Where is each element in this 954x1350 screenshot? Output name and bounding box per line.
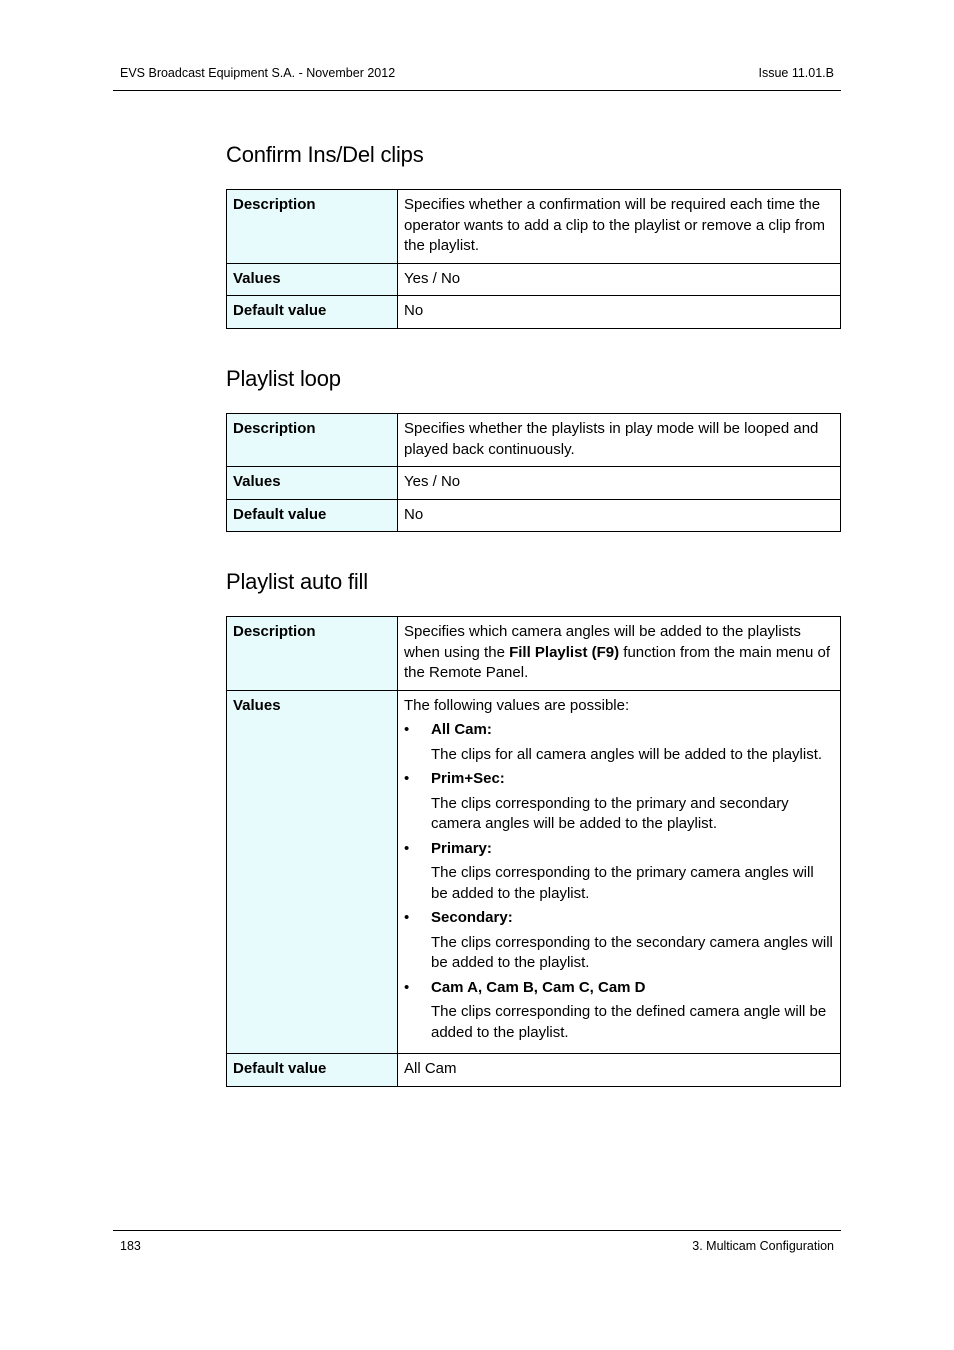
description-text: function from the main menu of the Remote Panel. [404,643,831,681]
value-name: All Cam: [431,721,492,738]
table-row [227,499,841,532]
row-value: Specifies whether a confirmation will be required each time the operator wants to add a clip to the playlist or remove a clip from the playlist. [398,190,841,264]
page-header [113,66,841,91]
row-value: Yes / No [398,263,841,296]
list-item [404,769,834,835]
row-key: Description [227,617,398,691]
row-value: No [398,499,841,532]
section-title-playlist-loop: Playlist loop [226,366,341,391]
row-key: Values [227,690,398,1054]
value-name: Cam A, Cam B, Cam C, Cam D [431,978,646,996]
row-key: Description [227,414,398,467]
chapter-name: 3. Multicam Configuration [692,1239,834,1253]
table-row [227,1054,841,1087]
bullet: • [404,909,410,926]
table-row [227,190,841,264]
table-row [227,263,841,296]
confirm-ins-del-table [226,189,841,329]
value-name: Prim+Sec: [431,770,505,787]
value-description: The clips corresponding to the primary and secondary camera angles will be added to the playlist. [431,794,789,832]
bullet: • [404,978,410,996]
playlist-loop-table [226,413,841,532]
page-number: 183 [120,1239,141,1253]
bullet: • [404,770,410,787]
row-value: Specifies whether the playlists in play mode will be looped and played back continuously. [398,414,841,467]
values-list [404,720,834,1043]
list-item [404,908,834,974]
row-value [398,690,841,1054]
value-description: The clips corresponding to the primary camera angles will be added to the playlist. [431,864,814,902]
table-row [227,690,841,1054]
list-item [404,839,834,905]
row-key: Default value [227,296,398,329]
value-name: Secondary: [431,909,513,926]
list-item [404,978,834,1044]
table-row [227,617,841,691]
header-publisher: EVS Broadcast Equipment S.A. - November 2012 [120,66,396,80]
row-value: No [398,296,841,329]
row-key: Default value [227,499,398,532]
fill-playlist-command: Fill Playlist (F9) [509,643,620,661]
section-title-confirm-ins-del: Confirm Ins/Del clips [226,142,424,167]
row-value [398,617,841,691]
playlist-auto-fill-table [226,616,841,1087]
section-title-playlist-auto-fill: Playlist auto fill [226,569,368,594]
value-description: The clips for all camera angles will be added to the playlist. [431,745,823,763]
value-name: Primary: [431,839,492,857]
row-value: Yes / No [398,467,841,500]
row-value: All Cam [398,1054,841,1087]
values-intro: The following values are possible: [404,696,630,714]
bullet: • [404,721,410,738]
value-description: The clips corresponding to the defined camera angle will be added to the playlist. [431,1003,827,1041]
header-issue: Issue 11.01.B [758,66,834,80]
table-row [227,296,841,329]
bullet: • [404,839,410,857]
table-row [227,467,841,500]
list-item [404,720,834,765]
row-key: Description [227,190,398,264]
value-description: The clips corresponding to the secondary camera angles will be added to the playlist. [431,933,833,971]
table-row [227,414,841,467]
description-text: Specifies which camera angles will be added to the playlists when using the [404,623,801,661]
row-key: Default value [227,1054,398,1087]
row-key: Values [227,263,398,296]
page-footer [113,1230,841,1260]
row-key: Values [227,467,398,500]
